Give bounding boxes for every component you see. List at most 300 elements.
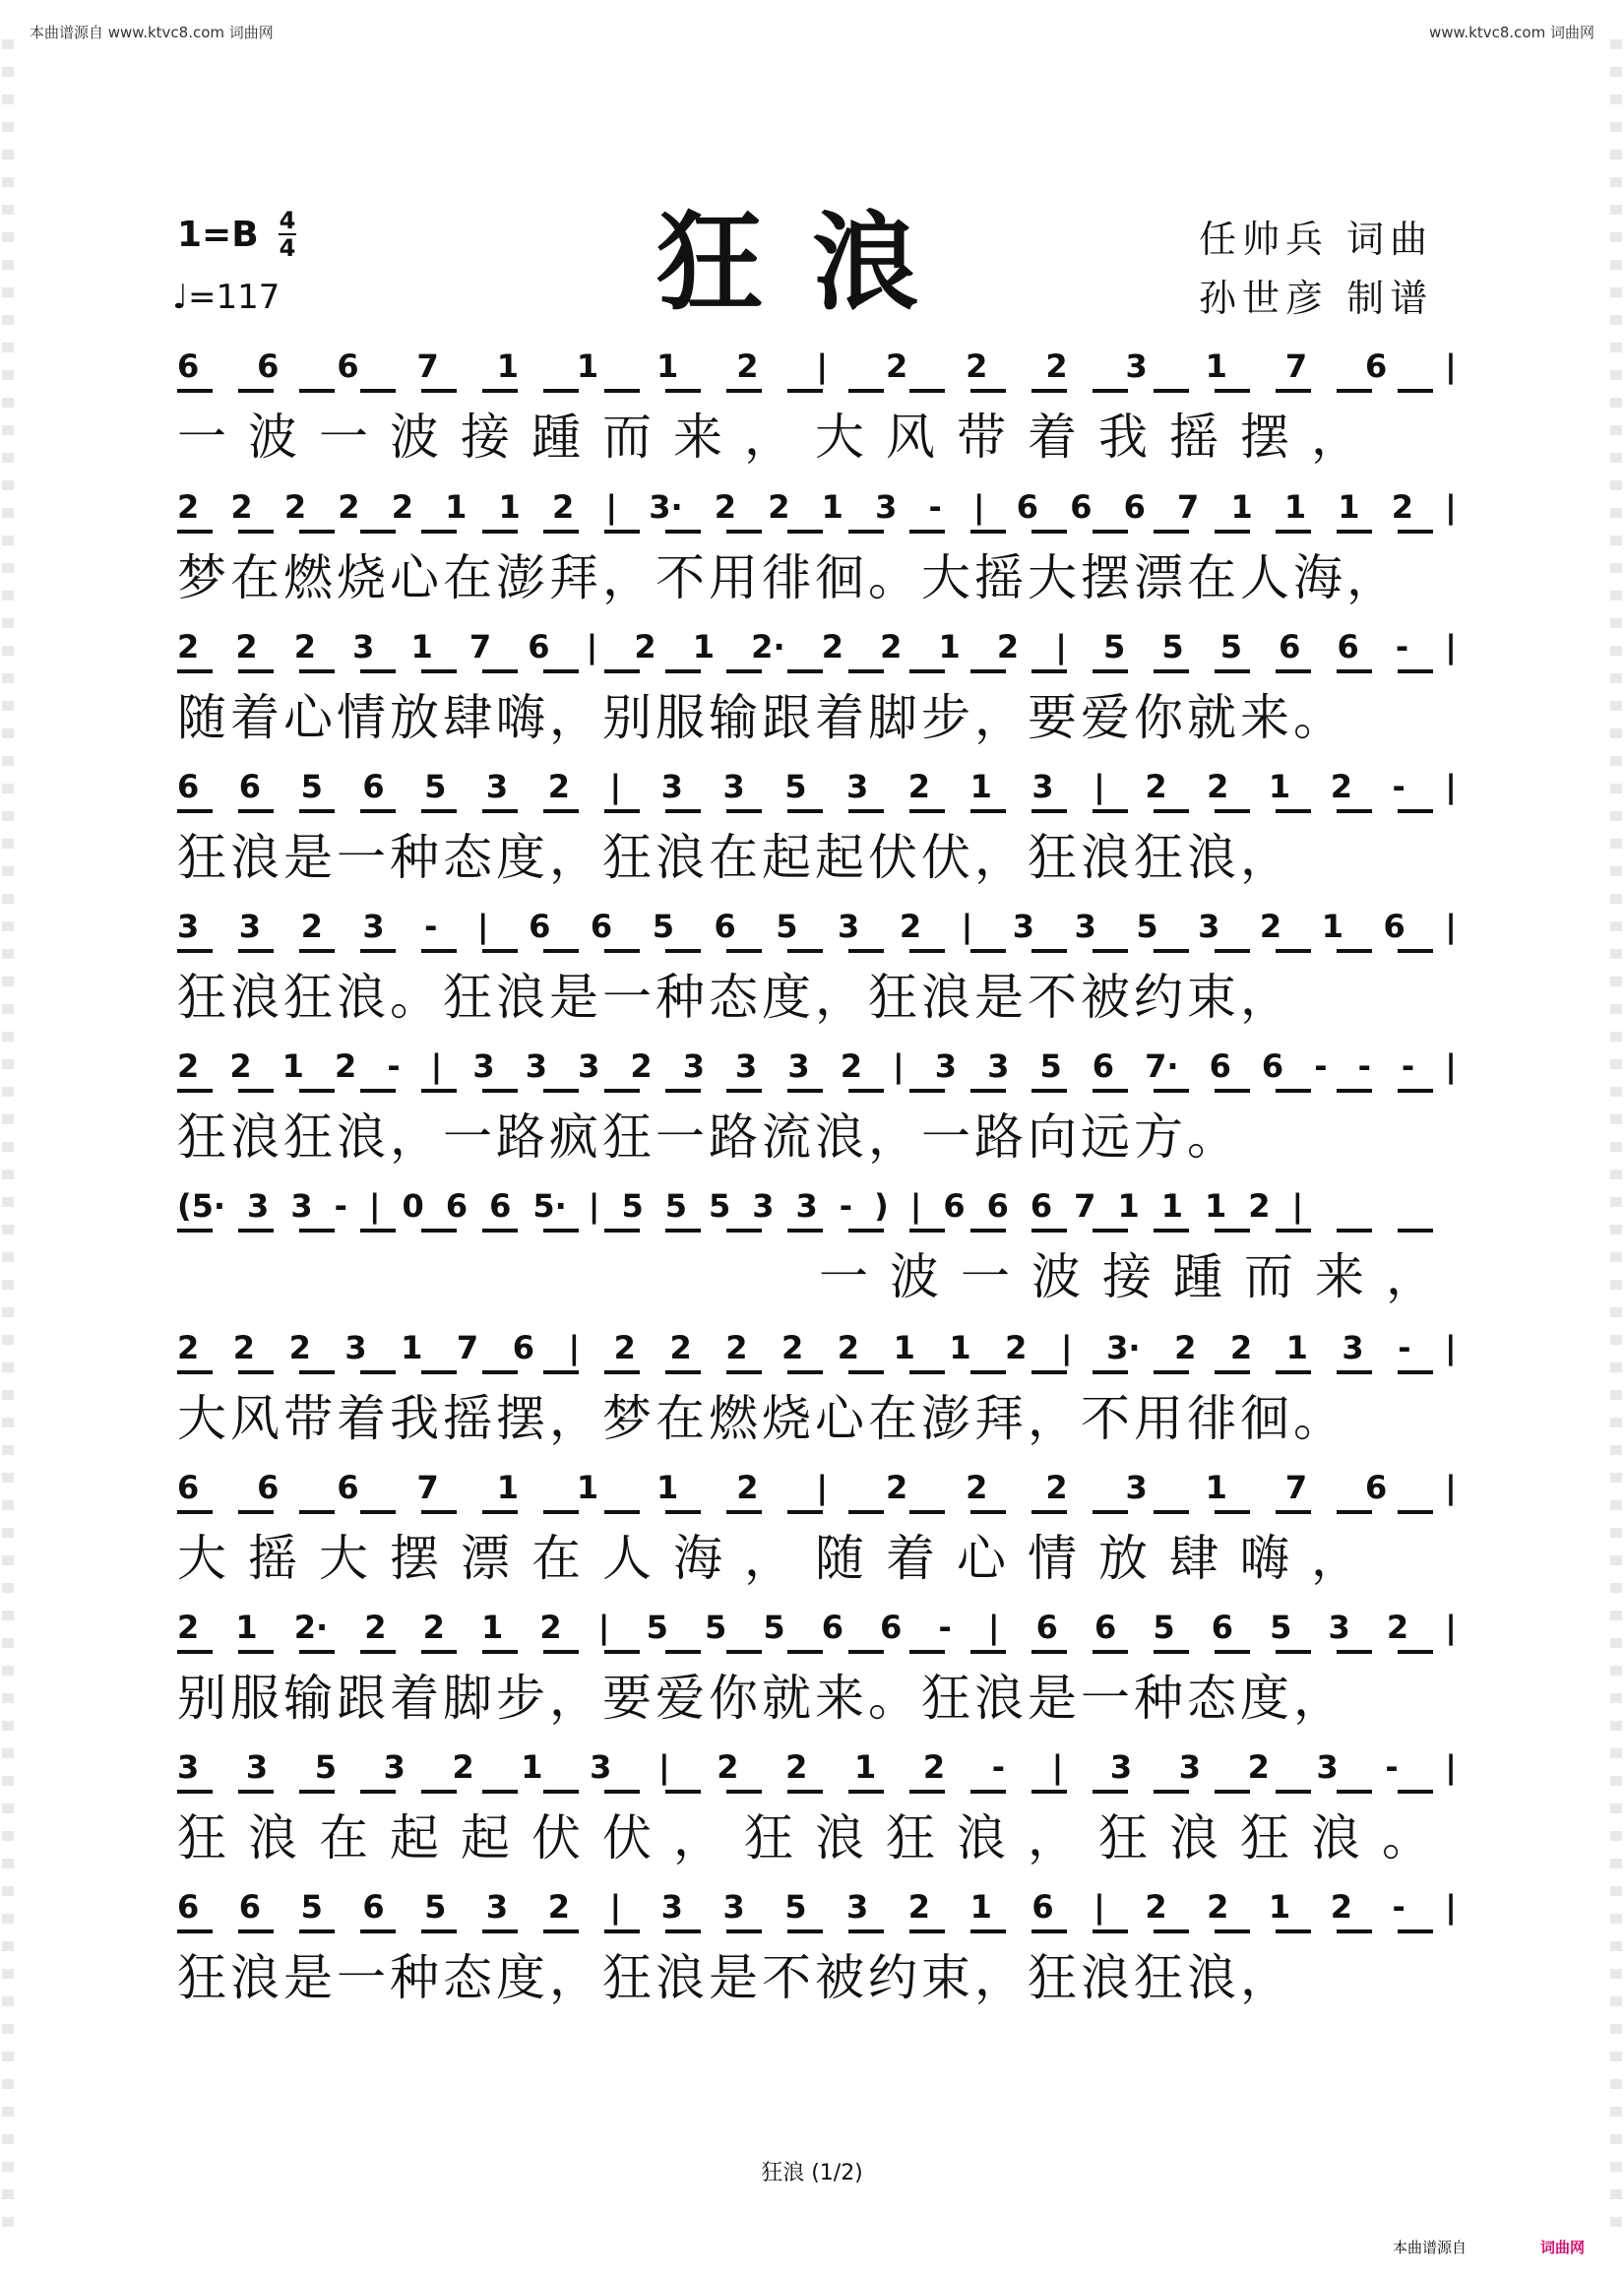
- note: 2: [229, 1047, 252, 1085]
- note: ): [874, 1187, 889, 1225]
- note: 3: [1178, 1748, 1202, 1786]
- score-system: [177, 1321, 1457, 1459]
- beam-underlines: [177, 1790, 1457, 1794]
- watermark-strip-right: [1610, 39, 1622, 2245]
- note: 3: [875, 488, 898, 526]
- note: 6: [1092, 1047, 1115, 1085]
- note: 6: [1030, 1187, 1053, 1225]
- lyrics-line: 大风带着我摇摆，梦在燃烧心在澎拜，不用徘徊。: [177, 1390, 1346, 1447]
- note: 7: [416, 1469, 439, 1506]
- note: 6: [512, 1329, 534, 1366]
- note: -: [1401, 1047, 1415, 1085]
- note: 2: [725, 1329, 748, 1366]
- bar-line: |: [1444, 1329, 1457, 1366]
- note: 2: [1145, 1888, 1167, 1926]
- note: 6: [1209, 1047, 1231, 1085]
- note: 6: [1031, 1888, 1054, 1926]
- note: 2: [338, 488, 360, 526]
- note: 1: [969, 1888, 992, 1926]
- note: 1: [235, 1609, 258, 1646]
- note: 3: [722, 1888, 745, 1926]
- note: 3: [290, 1187, 313, 1225]
- note: 3: [177, 1748, 200, 1786]
- note: 3: [1031, 768, 1054, 805]
- lyrics-line: 狂浪是一种态度，狂浪在起起伏伏，狂浪狂浪，: [177, 829, 1293, 886]
- note: 6: [986, 1187, 1009, 1225]
- time-sig-bottom: 4: [279, 234, 296, 262]
- note: 5: [784, 768, 807, 805]
- note: 1: [481, 1609, 504, 1646]
- note: 2: [288, 1329, 311, 1366]
- note: 5: [704, 1609, 727, 1646]
- note: 7: [1284, 1469, 1308, 1506]
- beam-underlines: [177, 1510, 1457, 1514]
- note: 1: [410, 628, 433, 665]
- bar-line: |: [1051, 1748, 1064, 1786]
- note: 3: [177, 908, 200, 945]
- note: 6: [943, 1187, 966, 1225]
- notation-line: [177, 760, 1457, 813]
- note: 3·: [1106, 1329, 1141, 1366]
- note: 1: [576, 1469, 599, 1506]
- note: 2: [547, 1888, 570, 1926]
- note: 6: [257, 1469, 280, 1506]
- note: -: [928, 488, 942, 526]
- note: 1: [281, 1047, 304, 1085]
- score-system: [177, 620, 1457, 758]
- note: 6: [177, 348, 200, 385]
- bar-line: |: [816, 1469, 829, 1506]
- note: 6: [177, 768, 200, 805]
- note: 3: [682, 1047, 705, 1085]
- beam-underlines: [177, 949, 1457, 953]
- brand-logo-text: 词曲网: [1540, 2239, 1586, 2256]
- note: 6: [445, 1187, 468, 1225]
- note: 1: [1321, 908, 1343, 945]
- note: 3: [352, 628, 375, 665]
- bar-line: |: [1445, 1748, 1457, 1786]
- note: 7: [1074, 1187, 1096, 1225]
- note: 2: [232, 1329, 256, 1366]
- note: 3: [245, 1748, 269, 1786]
- note: 1: [1338, 488, 1360, 526]
- note: 2: [177, 1609, 200, 1646]
- note: 1: [498, 488, 521, 526]
- note: -: [1392, 1888, 1405, 1926]
- note: 2: [899, 908, 922, 945]
- note: 1: [821, 488, 843, 526]
- bar-line: |: [1055, 628, 1067, 665]
- note: 6: [489, 1187, 512, 1225]
- note: (5·: [177, 1187, 226, 1225]
- note: 5: [784, 1888, 807, 1926]
- bar-line: |: [1093, 768, 1105, 805]
- score-system: [177, 760, 1457, 898]
- time-sig-top: 4: [279, 207, 296, 234]
- lyrics-line: 别服输跟着脚步，要爱你就来。狂浪是一种态度，: [177, 1670, 1346, 1727]
- note: 2: [235, 628, 258, 665]
- note: 3: [934, 1047, 958, 1085]
- tempo-value: =117: [188, 278, 281, 317]
- note: 3: [344, 1329, 367, 1366]
- note: 2: [785, 1748, 808, 1786]
- note: 3: [1012, 908, 1035, 945]
- beam-underlines: [177, 1089, 1457, 1093]
- bar-line: |: [476, 908, 489, 945]
- note: 2: [283, 488, 307, 526]
- note: 2: [1259, 908, 1282, 945]
- note: 0: [402, 1187, 424, 1225]
- bar-line: |: [909, 1187, 922, 1225]
- note: 6: [177, 1469, 200, 1506]
- lyrics-line: 一波一波接踵而来，: [819, 1248, 1457, 1305]
- beam-underlines: [177, 1929, 1457, 1933]
- note: 6: [1123, 488, 1146, 526]
- note: 2: [391, 488, 413, 526]
- note: 1: [1285, 1329, 1308, 1366]
- note: 2: [1386, 1609, 1409, 1646]
- note: 3: [525, 1047, 547, 1085]
- note: 7: [416, 348, 439, 385]
- note: 6: [714, 908, 736, 945]
- note: 2: [1247, 1748, 1270, 1786]
- score-system: [177, 1461, 1457, 1599]
- note: 2: [1248, 1187, 1271, 1225]
- note: 1: [1230, 488, 1253, 526]
- lyrics-line: 随着心情放肆嗨，别服输跟着脚步，要爱你就来。: [177, 689, 1346, 746]
- note: -: [387, 1047, 401, 1085]
- note: 5: [1103, 628, 1126, 665]
- beam-underlines: [177, 1650, 1457, 1654]
- note: 2: [613, 1329, 636, 1366]
- note: 1: [496, 1469, 519, 1506]
- note: 2·: [751, 628, 785, 665]
- note: 3: [1316, 1748, 1339, 1786]
- note: 6: [590, 908, 613, 945]
- note: 5: [300, 768, 323, 805]
- note: 6: [1261, 1047, 1284, 1085]
- note: 3: [735, 1047, 758, 1085]
- note: 1: [656, 1469, 679, 1506]
- note: 2: [630, 1047, 653, 1085]
- beam-underlines: [177, 809, 1457, 813]
- lyrics-line: 梦在燃烧心在澎拜，不用徘徊。大摇大摆漂在人海，: [177, 549, 1400, 606]
- credit-lyrics-music: 任帅兵 词曲: [1199, 218, 1434, 261]
- note: 3: [795, 1187, 818, 1225]
- note: 2: [1391, 488, 1413, 526]
- bar-line: |: [987, 1609, 1000, 1646]
- bar-line: |: [1291, 1187, 1304, 1225]
- note: 2: [768, 488, 790, 526]
- score-system: [177, 1179, 1457, 1317]
- note: 5: [763, 1609, 785, 1646]
- note: -: [1395, 628, 1409, 665]
- bar-line: |: [1445, 348, 1457, 385]
- lyrics-line: 狂浪狂浪，一路疯狂一路流浪，一路向远方。: [177, 1108, 1240, 1166]
- note: 3: [1198, 908, 1220, 945]
- note: 7·: [1145, 1047, 1179, 1085]
- beam-underlines: [177, 669, 1457, 673]
- note: -: [1385, 1748, 1399, 1786]
- note: 6: [821, 1609, 843, 1646]
- note: 1: [1205, 348, 1227, 385]
- note: 1: [496, 348, 519, 385]
- note: 2: [1229, 1329, 1253, 1366]
- score-system: [177, 1740, 1457, 1878]
- note: 2: [1145, 768, 1167, 805]
- note: 2: [1045, 1469, 1068, 1506]
- note: -: [424, 908, 438, 945]
- note: 2: [452, 1748, 474, 1786]
- note: 2: [840, 1047, 862, 1085]
- note: 6: [1035, 1609, 1058, 1646]
- bar-line: |: [1445, 768, 1457, 805]
- score-system: [177, 480, 1457, 618]
- header-source-left: 本曲谱源自 www.ktvc8.com 词曲网: [30, 24, 274, 41]
- beam-underlines: [177, 530, 1457, 534]
- note: 2: [966, 348, 988, 385]
- note: 3: [485, 768, 509, 805]
- note: 5: [1153, 1609, 1175, 1646]
- note: 1: [1283, 488, 1307, 526]
- note: 2: [714, 488, 737, 526]
- note: 1: [969, 768, 992, 805]
- tempo-marking: [172, 278, 280, 317]
- lyrics-line: 狂浪在起起伏伏，狂浪狂浪，狂浪狂浪。: [177, 1809, 1453, 1866]
- note: 6: [238, 1888, 262, 1926]
- note: 3: [846, 768, 869, 805]
- note: 2: [539, 1609, 562, 1646]
- note: 2: [177, 628, 200, 665]
- page-footer: 狂浪 (1/2): [761, 2161, 863, 2185]
- note: 2: [1005, 1329, 1028, 1366]
- bar-line: |: [1445, 1469, 1457, 1506]
- note: 6: [1383, 908, 1405, 945]
- note: 6: [177, 1888, 200, 1926]
- note: 6: [1279, 628, 1301, 665]
- note: 2: [821, 628, 843, 665]
- note: 3: [752, 1187, 775, 1225]
- bar-line: |: [368, 1187, 381, 1225]
- notation-line: [177, 1601, 1457, 1654]
- note: 6: [1211, 1609, 1234, 1646]
- note: 1: [1117, 1187, 1140, 1225]
- note: 3·: [649, 488, 683, 526]
- bar-line: |: [961, 908, 973, 945]
- note: 2: [293, 628, 317, 665]
- note: 2: [837, 1329, 860, 1366]
- note: 2: [1207, 1888, 1229, 1926]
- note: 6: [362, 768, 385, 805]
- notation-line: [177, 1880, 1457, 1933]
- note: 2: [717, 1748, 739, 1786]
- note: 6: [1070, 488, 1093, 526]
- note: 3: [838, 908, 860, 945]
- song-title: 狂浪: [656, 201, 968, 325]
- bar-line: |: [1093, 1888, 1105, 1926]
- note: -: [839, 1187, 853, 1225]
- notation-line: [177, 900, 1457, 953]
- note: 2: [885, 348, 908, 385]
- note: 1: [854, 1748, 877, 1786]
- notation-line: [177, 1040, 1457, 1093]
- bar-line: |: [816, 348, 829, 385]
- note: 3: [1125, 348, 1148, 385]
- note: 2: [1045, 348, 1068, 385]
- score-system: [177, 340, 1457, 477]
- note: 2: [177, 488, 200, 526]
- note: 6: [528, 628, 550, 665]
- bar-line: |: [588, 1187, 600, 1225]
- header-source-right: www.ktvc8.com 词曲网: [1428, 24, 1594, 41]
- note: 1: [1268, 768, 1291, 805]
- bar-line: |: [586, 628, 598, 665]
- note: 2: [230, 488, 253, 526]
- beam-underlines: [177, 389, 1457, 393]
- score-system: [177, 1880, 1457, 2018]
- note: -: [1357, 1047, 1371, 1085]
- note: 5: [646, 1609, 668, 1646]
- note: 7: [1284, 348, 1308, 385]
- note: -: [1398, 1329, 1411, 1366]
- note: 2: [880, 628, 903, 665]
- note: 3: [362, 908, 385, 945]
- note: 3: [846, 1888, 869, 1926]
- bar-line: |: [430, 1047, 443, 1085]
- note: 6: [1094, 1609, 1117, 1646]
- note: 2: [547, 768, 570, 805]
- lyrics-line: 狂浪是一种态度，狂浪是不被约束，狂浪狂浪，: [177, 1949, 1293, 2006]
- bar-line: |: [605, 488, 618, 526]
- notation-line: [177, 1740, 1457, 1794]
- note: 3: [722, 768, 745, 805]
- note: 5: [1161, 628, 1184, 665]
- score-system: [177, 1601, 1457, 1739]
- note: 1: [1268, 1888, 1291, 1926]
- note: 3: [1109, 1748, 1133, 1786]
- note: 1: [1160, 1187, 1183, 1225]
- note: 2: [669, 1329, 692, 1366]
- note: 2: [551, 488, 575, 526]
- watermark-strip-left: [2, 39, 14, 2245]
- brand-source-label: 本曲谱源自: [1393, 2239, 1468, 2256]
- lyrics-line: 一波一波接踵而来，大风带着我摇摆，: [177, 409, 1382, 466]
- bar-line: |: [1060, 1329, 1073, 1366]
- note: 2: [736, 1469, 759, 1506]
- note: 1: [521, 1748, 543, 1786]
- note: -: [1392, 768, 1405, 805]
- lyrics-line: 大摇大摆漂在人海，随着心情放肆嗨，: [177, 1530, 1382, 1587]
- note: 3: [1328, 1609, 1350, 1646]
- notation-line: [177, 340, 1457, 393]
- quarter-note-icon: ♩: [172, 278, 189, 317]
- note: 3: [238, 908, 262, 945]
- note: 2: [364, 1609, 387, 1646]
- note: 7: [468, 628, 492, 665]
- note: 5: [664, 1187, 687, 1225]
- note: 5·: [532, 1187, 567, 1225]
- bar-line: |: [1445, 1609, 1457, 1646]
- bar-line: |: [893, 1047, 905, 1085]
- note: 3: [383, 1748, 406, 1786]
- note: 5: [300, 1888, 323, 1926]
- note: 2: [334, 1047, 357, 1085]
- bar-line: |: [1445, 908, 1457, 945]
- note: 3: [1342, 1329, 1364, 1366]
- note: 5: [1136, 908, 1158, 945]
- note: 6: [362, 1888, 385, 1926]
- note: -: [991, 1748, 1006, 1786]
- note: 3: [787, 1047, 810, 1085]
- bar-line: |: [568, 1329, 581, 1366]
- note: 3: [660, 1888, 683, 1926]
- note: -: [938, 1609, 952, 1646]
- note: 3: [1125, 1469, 1148, 1506]
- note: 6: [257, 348, 280, 385]
- note: 5: [652, 908, 674, 945]
- note: 3: [590, 1748, 612, 1786]
- note: 7: [456, 1329, 479, 1366]
- beam-underlines: [177, 1229, 1457, 1233]
- note: 1: [692, 628, 716, 665]
- note: 2: [907, 1888, 931, 1926]
- bar-line: |: [1445, 1888, 1457, 1926]
- note: 5: [314, 1748, 337, 1786]
- note: 2: [1330, 768, 1352, 805]
- note: 6: [880, 1609, 903, 1646]
- bar-line: |: [609, 768, 622, 805]
- note: 2: [966, 1469, 988, 1506]
- note: 2: [300, 908, 323, 945]
- score-system: [177, 1040, 1457, 1177]
- bar-line: |: [1445, 488, 1457, 526]
- note: 5: [1039, 1047, 1062, 1085]
- notation-line: [177, 480, 1457, 534]
- note: 5: [776, 908, 798, 945]
- bar-line: |: [597, 1609, 610, 1646]
- note: 3: [485, 1888, 509, 1926]
- note: 2: [177, 1329, 200, 1366]
- notation-line: [177, 620, 1457, 673]
- note: 2: [907, 768, 931, 805]
- note: 1: [401, 1329, 423, 1366]
- score-system: [177, 900, 1457, 1038]
- note: 1: [656, 348, 679, 385]
- note: 1: [1204, 1187, 1227, 1225]
- note: 5: [424, 1888, 447, 1926]
- note: 2: [996, 628, 1020, 665]
- note: 7: [1177, 488, 1200, 526]
- bar-line: |: [972, 488, 985, 526]
- key-signature: 1=B: [177, 215, 259, 255]
- note: 6: [1016, 488, 1039, 526]
- note: 5: [1270, 1609, 1292, 1646]
- note: 2: [1207, 768, 1229, 805]
- note: 1: [445, 488, 468, 526]
- note: 2: [922, 1748, 946, 1786]
- note: 6: [529, 908, 551, 945]
- note: 1: [938, 628, 961, 665]
- note: -: [334, 1187, 347, 1225]
- note: 2: [422, 1609, 445, 1646]
- bar-line: |: [1445, 628, 1457, 665]
- note: 1: [576, 348, 599, 385]
- notation-line: [177, 1321, 1457, 1374]
- note: 3: [660, 768, 683, 805]
- note: 3: [247, 1187, 270, 1225]
- note: -: [1314, 1047, 1328, 1085]
- note: 2·: [293, 1609, 329, 1646]
